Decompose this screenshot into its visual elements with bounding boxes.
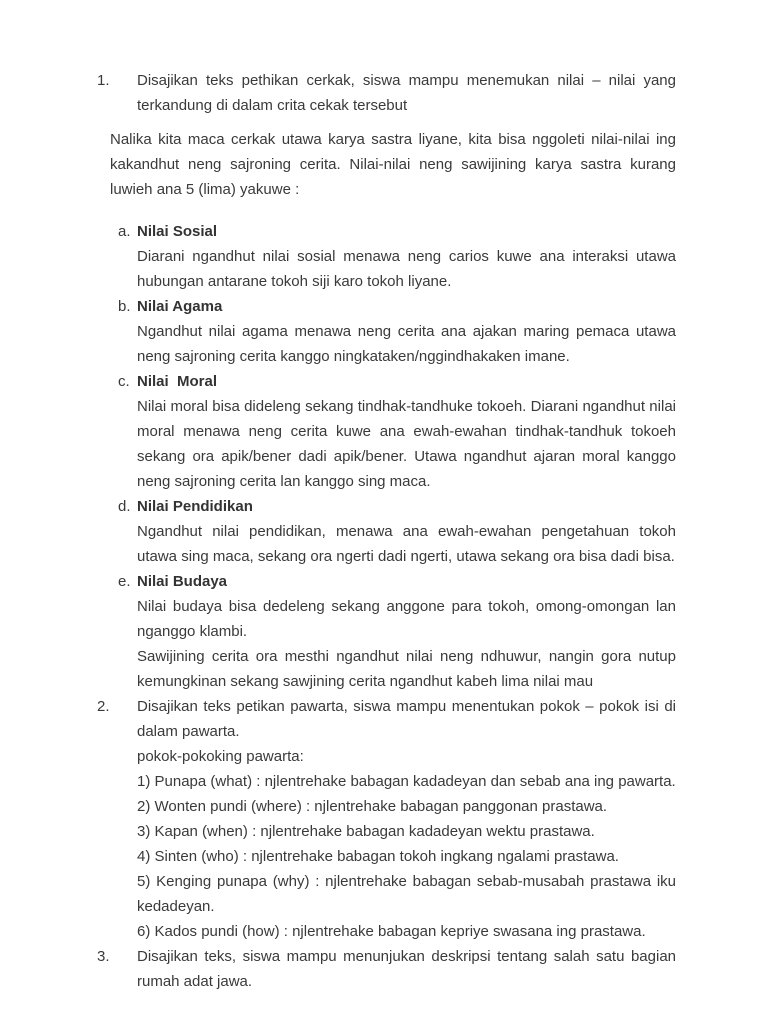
value-a-text: Diarani ngandhut nilai sosial menawa neng carios kuwe ana interaksi utawa hubungan antarane tokoh siji karo tokoh liyane. (137, 248, 676, 290)
pawarta-point-5: 5) Kenging punapa (why) : njlentrehake babagan sebab-musabah prastawa iku kedadeyan. (137, 873, 676, 915)
pawarta-point-4: 4) Sinten (who) : njlentrehake babagan tokoh ingkang ngalami prastawa. (137, 848, 619, 865)
value-d-body (137, 494, 676, 569)
value-e-letter: e. (118, 573, 131, 590)
item-3-text: Disajikan teks, siswa mampu menunjukan deskripsi tentang salah satu bagian rumah adat jawa. (137, 948, 676, 990)
value-e-text: Nilai budaya bisa dedeleng sekang anggone para tokoh, omong-omongan lan nganggo klambi. (137, 598, 676, 640)
value-d-letter: d. (118, 498, 131, 515)
value-item-e (118, 569, 676, 644)
value-b-title: Nilai Agama (137, 298, 223, 315)
value-d-text: Ngandhut nilai pendidikan, menawa ana ewah-ewahan pengetahuan tokoh utawa sing maca, sekang ora ngerti dadi ngerti, utawa sekang ora bisa dadi bisa. (137, 523, 676, 565)
document-content (97, 68, 676, 994)
value-a-title: Nilai Sosial (137, 223, 218, 240)
list-item-1 (97, 68, 676, 118)
pawarta-point-1: 1) Punapa (what) : njlentrehake babagan kadadeyan dan sebab ana ing pawarta. (137, 773, 676, 790)
list-item-2 (97, 694, 676, 944)
item-2-subheading: pokok-pokoking pawarta: (137, 748, 304, 765)
value-c-letter: c. (118, 373, 130, 390)
values-list (118, 219, 676, 644)
item-1-text: Disajikan teks pethikan cerkak, siswa mampu menemukan nilai – nilai yang terkandung di dalam crita cekak tersebut (137, 72, 676, 114)
value-a-letter: a. (118, 223, 131, 240)
value-c-text: Nilai moral bisa dideleng sekang tindhak-tandhuke tokoeh. Diarani ngandhut nilai moral menawa neng cerita kuwe ana ewah-ewahan tindhak-tandhuk tokoeh sekang ora apik/bener dadi apik/bener. Utawa ngandhut ajaran moral kanggo neng sajroning cerita lan kanggo sing maca. (137, 398, 676, 490)
item-2-number: 2. (97, 698, 110, 715)
value-item-c (118, 369, 676, 494)
item-2-body (137, 694, 676, 944)
pawarta-point-3: 3) Kapan (when) : njlentrehake babagan kadadeyan wektu prastawa. (137, 823, 595, 840)
value-e-title: Nilai Budaya (137, 573, 228, 590)
value-item-b (118, 294, 676, 369)
item-1-number: 1. (97, 72, 110, 89)
value-b-letter: b. (118, 298, 131, 315)
value-d-title: Nilai Pendidikan (137, 498, 253, 515)
list-item-3 (97, 944, 676, 994)
value-e-body (137, 569, 676, 644)
closing-paragraph: Sawijining cerita ora mesthi ngandhut nilai neng ndhuwur, nangin gora nutup kemungkinan sekang sawjining cerita ngandhut kabeh lima nilai mau (137, 648, 676, 690)
value-item-a (118, 219, 676, 294)
item-2-text: Disajikan teks petikan pawarta, siswa mampu menentukan pokok – pokok isi di dalam pawarta. (137, 698, 676, 740)
value-item-d (118, 494, 676, 569)
value-b-body (137, 294, 676, 369)
value-c-title: Nilai Moral (137, 373, 218, 390)
item-3-number: 3. (97, 948, 110, 965)
pawarta-point-6: 6) Kados pundi (how) : njlentrehake babagan kepriye swasana ing prastawa. (137, 923, 646, 940)
value-c-body (137, 369, 676, 494)
pawarta-point-2: 2) Wonten pundi (where) : njlentrehake babagan panggonan prastawa. (137, 798, 608, 815)
intro-paragraph: Nalika kita maca cerkak utawa karya sastra liyane, kita bisa nggoleti nilai-nilai ing kakandhut neng sajroning cerita. Nilai-nilai neng sawijining karya sastra kurang luwieh ana 5 (lima) yakuwe : (110, 131, 676, 198)
value-a-body (137, 219, 676, 294)
value-b-text: Ngandhut nilai agama menawa neng cerita ana ajakan maring pemaca utawa neng sajroning cerita kanggo ningkataken/nggindhakaken imane. (137, 323, 676, 365)
